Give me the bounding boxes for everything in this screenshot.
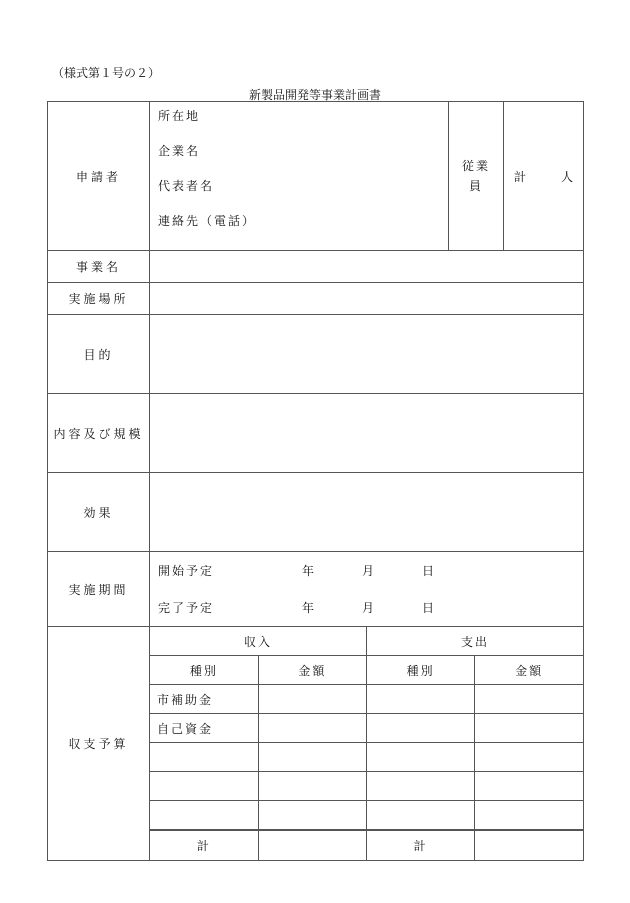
budget-row bbox=[150, 801, 583, 831]
expense-type-cell[interactable] bbox=[367, 772, 475, 801]
income-type-cell[interactable] bbox=[150, 743, 258, 772]
budget-row bbox=[150, 743, 583, 772]
start-date-row[interactable] bbox=[158, 552, 575, 589]
location-field[interactable] bbox=[150, 283, 584, 315]
income-amount-cell[interactable] bbox=[258, 685, 366, 714]
content-scale-label: 内容及び規模 bbox=[48, 394, 150, 473]
form-number: （様式第１号の２） bbox=[52, 66, 161, 80]
expense-type-cell[interactable] bbox=[367, 685, 475, 714]
budget-row bbox=[150, 685, 583, 714]
expense-type-header: 種別 bbox=[367, 656, 475, 685]
income-total-amount[interactable] bbox=[258, 830, 366, 860]
expense-type-cell[interactable] bbox=[367, 714, 475, 743]
income-amount-cell[interactable] bbox=[258, 772, 366, 801]
document-title: 新製品開発等事業計画書 bbox=[248, 88, 381, 102]
start-date-label: 開始予定 bbox=[158, 564, 215, 578]
income-total-label: 計 bbox=[150, 830, 258, 860]
income-type-cell: 自己資金 bbox=[150, 714, 258, 743]
expense-total-label: 計 bbox=[367, 830, 475, 860]
budget-section bbox=[150, 627, 584, 861]
expense-amount-cell[interactable] bbox=[475, 801, 583, 831]
period-label: 実施期間 bbox=[48, 552, 150, 627]
income-amount-cell[interactable] bbox=[258, 714, 366, 743]
project-name-field[interactable] bbox=[150, 251, 584, 283]
budget-table bbox=[150, 627, 583, 860]
income-amount-header: 金額 bbox=[258, 656, 366, 685]
budget-row bbox=[150, 772, 583, 801]
employees-count-field[interactable] bbox=[504, 102, 584, 251]
purpose-field[interactable] bbox=[150, 315, 584, 394]
budget-row bbox=[150, 714, 583, 743]
employees-unit: 人 bbox=[560, 169, 573, 184]
applicant-label: 申請者 bbox=[48, 102, 150, 251]
representative-field[interactable]: 代表者名 bbox=[158, 179, 215, 193]
expense-amount-cell[interactable] bbox=[475, 685, 583, 714]
expense-type-cell[interactable] bbox=[367, 743, 475, 772]
plan-form-table bbox=[47, 101, 584, 861]
expense-amount-cell[interactable] bbox=[475, 743, 583, 772]
budget-total-row bbox=[150, 830, 583, 860]
company-name-field[interactable]: 企業名 bbox=[158, 144, 201, 158]
expense-header: 支出 bbox=[367, 627, 584, 656]
expense-type-cell[interactable] bbox=[367, 801, 475, 831]
month-unit: 月 bbox=[362, 601, 377, 615]
month-unit: 月 bbox=[362, 564, 377, 578]
day-unit: 日 bbox=[422, 601, 437, 615]
day-unit: 日 bbox=[422, 564, 437, 578]
project-name-label: 事業名 bbox=[48, 251, 150, 283]
contact-phone-field[interactable]: 連絡先（電話） bbox=[158, 214, 257, 228]
income-header: 収入 bbox=[150, 627, 367, 656]
income-type-cell[interactable] bbox=[150, 801, 258, 831]
income-amount-cell[interactable] bbox=[258, 801, 366, 831]
income-type-cell[interactable] bbox=[150, 772, 258, 801]
purpose-label: 目的 bbox=[48, 315, 150, 394]
location-label: 実施場所 bbox=[48, 283, 150, 315]
year-unit: 年 bbox=[302, 601, 317, 615]
employees-label-text: 従業員 bbox=[462, 159, 491, 193]
end-date-row[interactable] bbox=[158, 589, 575, 626]
expense-amount-cell[interactable] bbox=[475, 772, 583, 801]
income-type-header: 種別 bbox=[150, 656, 258, 685]
employees-total-label: 計 bbox=[514, 169, 527, 184]
expense-amount-cell[interactable] bbox=[475, 714, 583, 743]
expense-total-amount[interactable] bbox=[475, 830, 583, 860]
address-field[interactable]: 所在地 bbox=[158, 109, 201, 123]
budget-label: 収支予算 bbox=[48, 627, 150, 861]
effect-field[interactable] bbox=[150, 473, 584, 552]
period-fields bbox=[150, 552, 584, 627]
content-scale-field[interactable] bbox=[150, 394, 584, 473]
end-date-label: 完了予定 bbox=[158, 601, 215, 615]
employees-label bbox=[449, 102, 504, 251]
effect-label: 効果 bbox=[48, 473, 150, 552]
expense-amount-header: 金額 bbox=[475, 656, 583, 685]
year-unit: 年 bbox=[302, 564, 317, 578]
income-type-cell: 市補助金 bbox=[150, 685, 258, 714]
income-amount-cell[interactable] bbox=[258, 743, 366, 772]
applicant-fields bbox=[150, 102, 449, 251]
